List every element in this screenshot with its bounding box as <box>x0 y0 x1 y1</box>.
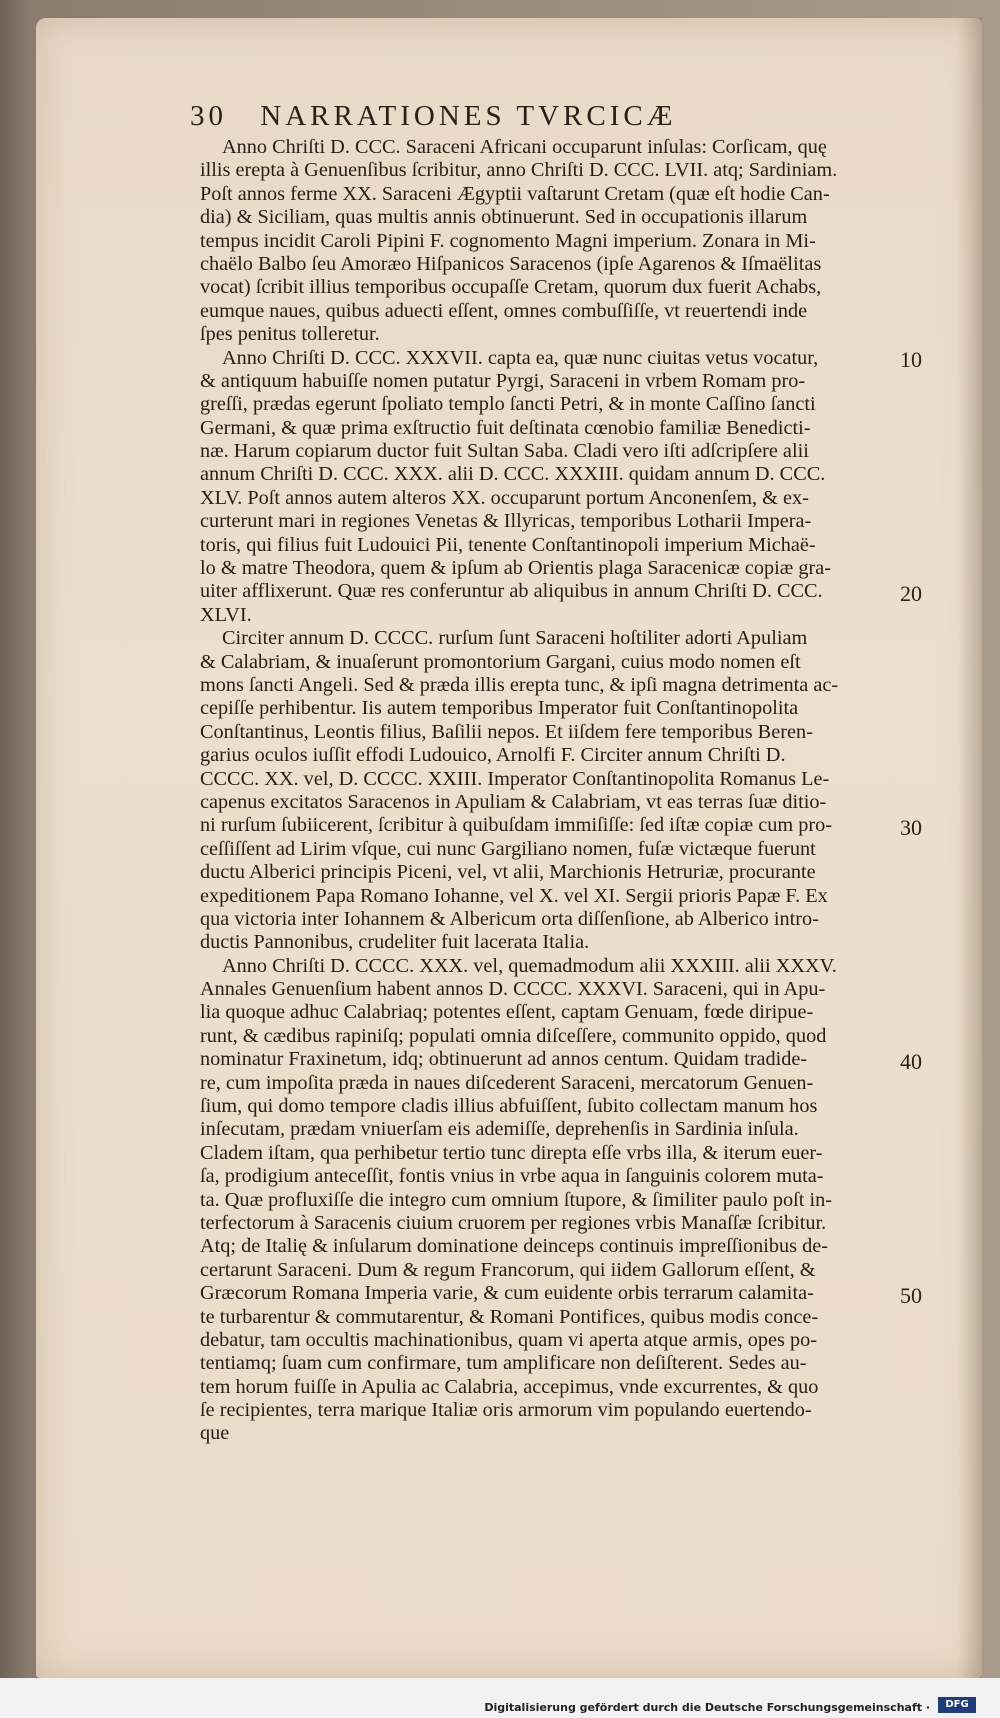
text-line: ceſſiſſent ad Lirim vſque, cui nunc Gargiliano nomen, fuſæ victæque fuerunt <box>200 837 816 860</box>
text-line: tem horum fuiſſe in Apulia ac Calabria, accepimus, vnde excurrentes, & quo <box>200 1375 819 1398</box>
text-line: greſſi, prædas egerunt ſpoliato templo ſancti Petri, & in monte Caſſino ſancti <box>200 393 816 416</box>
margin-line-number: 20 <box>900 580 922 606</box>
text-line: XLVI. <box>200 603 252 626</box>
footer-credit: Digitalisierung gefördert durch die Deutsche Forschungsgemeinschaft · <box>484 1701 930 1714</box>
text-line: ſpes penitus tolleretur. <box>200 323 380 346</box>
text-line: qua victoria inter Iohannem & Albericum orta diſſenſione, ab Alberico intro- <box>200 907 819 930</box>
text-line: debatur, tam occultis machinationibus, quam vi aperta atque armis, opes po- <box>200 1328 818 1351</box>
text-line: tempus incidit Caroli Pipini F. cognomento Magni imperium. Zonara in Mi- <box>200 229 816 252</box>
text-line: vocat) ſcribit illius temporibus occupaſſe Cretam, quorum dux fuerit Achabs, <box>200 276 822 299</box>
text-line: Anno Chriſti D. CCC. Saraceni Africani occuparunt inſulas: Corſicam, quę <box>222 136 827 158</box>
text-line: mons ſancti Angeli. Sed & præda illis erepta tunc, & ipſi magna detrimenta ac- <box>200 673 839 696</box>
text-line: Conſtantinus, Leontis filius, Baſilii nepos. Et iiſdem fere temporibus Beren- <box>200 720 813 743</box>
text-line: lia quoque adhuc Calabriaq; potentes eſſent, captam Genuam, fœde diripue- <box>200 1001 814 1024</box>
text-line: Poſt annos ferme XX. Saraceni Ægyptii vaſtarunt Cretam (quæ eſt hodie Can- <box>200 182 830 205</box>
text-line: Anno Chriſti D. CCCC. XXX. vel, quemadmodum alii XXXIII. alii XXXV. <box>222 954 837 977</box>
margin-line-number: 30 <box>900 814 922 840</box>
body-text <box>200 136 890 1446</box>
text-line: tentiamq; ſuam cum confirmare, tum amplificare non deſiſterent. Sedes au- <box>200 1352 807 1375</box>
text-line: lo & matre Theodora, quem & ipſum ab Orientis plaga Saracenicæ copiæ gra- <box>200 557 831 580</box>
text-line: certarunt Saraceni. Dum & regum Francorum, qui iidem Gallorum eſſent, & <box>200 1258 816 1281</box>
text-line: Annales Genuenſium habent annos D. CCCC. XXXVI. Saraceni, qui in Apu- <box>200 978 826 1001</box>
text-line: chaëlo Balbo ſeu Amoræo Hiſpanicos Saracenos (ipſe Agarenos & Iſmaëlitas <box>200 252 822 275</box>
text-line: que <box>200 1422 230 1445</box>
text-line: terfectorum à Saracenis ciuium cruorem per regiones vrbis Manaſſæ ſcribitur. <box>200 1211 827 1234</box>
text-line: capenus excitatos Saracenos in Apuliam & Calabriam, vt eas terras ſuæ ditio- <box>200 790 827 813</box>
running-title: NARRATIONES TVRCICÆ <box>260 100 677 132</box>
margin-line-number: 40 <box>900 1048 922 1074</box>
text-line: inſecutam, prædam vniuerſam eis ademiſſe, deprehenſis in Sardinia inſula. <box>200 1118 799 1141</box>
text-line: ductu Alberici principis Piceni, vel, vt alii, Marchionis Hetruriæ, procurante <box>200 861 816 884</box>
text-line: & antiquum habuiſſe nomen putatur Pyrgi, Saraceni in vrbem Romam pro- <box>200 369 806 392</box>
page-number: 30 <box>190 100 227 132</box>
text-line: te turbarentur & commutarentur, & Romani Pontifices, quibus modis conce- <box>200 1305 819 1328</box>
text-line: CCCC. XX. vel, D. CCCC. XXIII. Imperator Conſtantinopolita Romanus Le- <box>200 767 830 790</box>
text-line: Græcorum Romana Imperia varie, & cum euidente orbis terrarum calamita- <box>200 1282 814 1305</box>
text-line: næ. Harum copiarum ductor fuit Sultan Saba. Cladi vero iſti adſcripſere alii <box>200 440 809 463</box>
text-line: Atq; de Italię & inſularum dominatione deinceps continuis impreſſionibus de- <box>200 1235 829 1258</box>
text-line: Circiter annum D. CCCC. rurſum ſunt Saraceni hoſtiliter adorti Apuliam <box>222 627 808 650</box>
text-line: Anno Chriſti D. CCC. XXXVII. capta ea, quæ nunc ciuitas vetus vocatur, <box>222 346 819 369</box>
text-line: ſe recipientes, terra marique Italiæ oris armorum vim populando euertendo- <box>200 1399 812 1422</box>
text-line: uiter afflixerunt. Quæ res conferuntur ab aliquibus in annum Chriſti D. CCC. <box>200 580 823 603</box>
text-line: expeditionem Papa Romano Iohanne, vel X. vel XI. Sergii prioris Papæ F. Ex <box>200 884 828 907</box>
text-line: ſa, prodigium anteceſſit, fontis vnius in vrbe aqua in ſanguinis colorem muta- <box>200 1165 824 1188</box>
text-line: ductis Pannonibus, crudeliter fuit lacerata Italia. <box>200 931 590 954</box>
margin-line-number: 50 <box>900 1282 922 1308</box>
text-line: Germani, & quæ prima exſtructio fuit deſtinata cœnobio familiæ Benedicti- <box>200 416 811 439</box>
text-line: XLV. Poſt annos autem alteros XX. occuparunt portum Anconenſem, & ex- <box>200 486 809 509</box>
text-line: annum Chriſti D. CCC. XXX. alii D. CCC. XXXIII. quidam annum D. CCC. <box>200 463 826 486</box>
running-head <box>190 100 840 133</box>
text-line: cepiſſe perhibentur. Iis autem temporibus Imperator fuit Conſtantinopolita <box>200 697 799 720</box>
text-line: ni rurſum ſubiicerent, ſcribitur à quibuſdam immiſiſſe: ſed iſtæ copiæ cum pro- <box>200 814 832 837</box>
text-line: illis erepta à Genuenſibus ſcribitur, anno Chriſti D. CCC. LVII. atq; Sardiniam. <box>200 159 838 182</box>
text-line: & Calabriam, & inuaſerunt promontorium Gargani, cuius modo nomen eſt <box>200 650 801 673</box>
text-line: garius oculos iuſſit effodi Ludouico, Arnolfi F. Circiter annum Chriſti D. <box>200 744 786 767</box>
dfg-logo: DFG <box>938 1697 976 1713</box>
text-line: eumque naues, quibus aduecti eſſent, omnes combuſſiſſe, vt reuertendi inde <box>200 299 808 322</box>
margin-line-number: 10 <box>900 346 922 372</box>
page-edge-shadow <box>958 18 982 1678</box>
text-line: runt, & cædibus rapiniſq; populati omnia diſceſſere, communito oppido, quod <box>200 1024 827 1047</box>
text-line: nominatur Fraxinetum, idq; obtinuerunt ad annos centum. Quidam tradide- <box>200 1048 808 1071</box>
text-line: re, cum impoſita præda in naues diſcederent Saraceni, mercatorum Genuen- <box>200 1071 814 1094</box>
text-line: ſium, qui domo tempore cladis illius abfuiſſent, ſubito collectam manum hos <box>200 1095 818 1118</box>
text-line: ta. Quæ profluxiſſe die integro cum omnium ſtupore, & ſimiliter paulo poſt in- <box>200 1188 832 1211</box>
text-line: curterunt mari in regiones Venetas & Illyricas, temporibus Lotharii Impera- <box>200 510 812 533</box>
text-line: toris, qui filius fuit Ludouici Pii, tenente Conſtantinopoli imperium Michaë- <box>200 533 816 556</box>
text-line: dia) & Siciliam, quas multis annis obtinuerunt. Sed in occupationis illarum <box>200 206 808 229</box>
text-line: Cladem iſtam, qua perhibetur tertio tunc direpta eſſe vrbs illa, & iterum euer- <box>200 1141 823 1164</box>
